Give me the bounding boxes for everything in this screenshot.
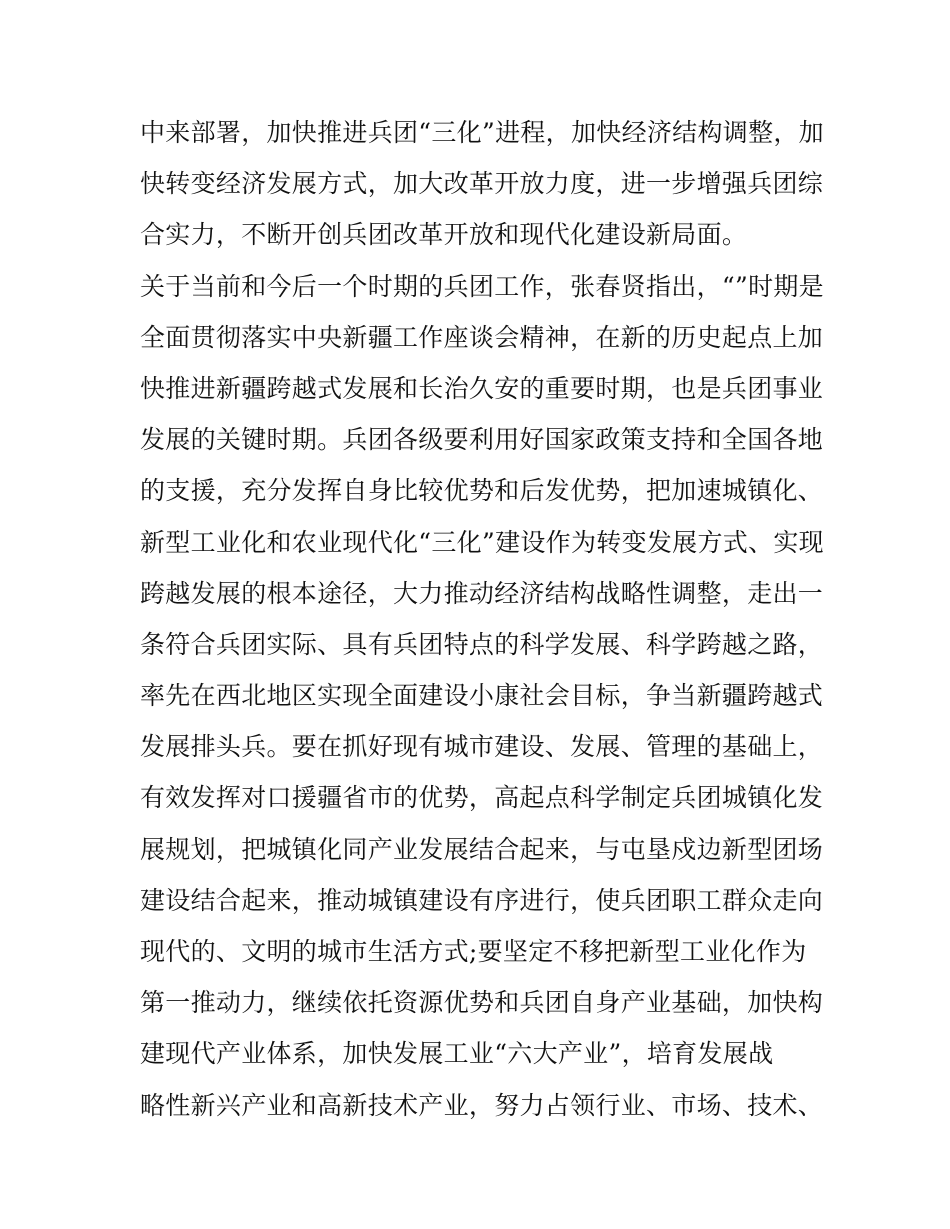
text-line-7: 发展的关键时期。兵团各级要利用好国家政策支持和全国各地 [140,425,824,455]
text-line-14: 有效发挥对口援疆省市的优势，高起点科学制定兵团城镇化发 [140,783,824,813]
text-line-12: 率先在西北地区实现全面建设小康社会目标，争当新疆跨越式 [140,681,824,711]
text-line-15: 展规划，把城镇化同产业发展结合起来，与屯垦戍边新型团场 [140,834,824,864]
text-line-1: 中来部署，加快推进兵团“三化”进程，加快经济结构调整，加 [140,118,824,147]
text-line-13: 发展排头兵。要在抓好现有城市建设、发展、管理的基础上， [140,732,824,762]
text-line-5: 全面贯彻落实中央新疆工作座谈会精神，在新的历史起点上加 [140,322,824,352]
text-line-2: 快转变经济发展方式，加大改革开放力度，进一步增强兵团综 [140,169,824,199]
text-line-9: 新型工业化和农业现代化“三化”建设作为转变发展方式、实现 [140,527,824,557]
text-line-3: 合实力，不断开创兵团改革开放和现代化建设新局面。 [140,220,748,250]
body-text [140,107,824,1131]
text-line-8: 的支援，充分发挥自身比较优势和后发优势，把加速城镇化、 [140,476,824,506]
text-line-6: 快推进新疆跨越式发展和长治久安的重要时期，也是兵团事业 [140,373,824,403]
text-line-11: 条符合兵团实际、具有兵团特点的科学发展、科学跨越之路， [140,629,824,659]
text-line-19: 建现代产业体系，加快发展工业“六大产业”，培育发展战 [140,1039,774,1069]
text-line-17: 现代的、文明的城市生活方式;要坚定不移把新型工业化作为 [140,937,807,966]
text-line-20: 略性新兴产业和高新技术产业，努力占领行业、市场、技术、 [140,1090,824,1120]
text-line-16: 建设结合起来，推动城镇建设有序进行，使兵团职工群众走向 [140,885,824,915]
text-line-10: 跨越发展的根本途径，大力推动经济结构战略性调整，走出一 [140,578,824,608]
text-line-18: 第一推动力，继续依托资源优势和兵团自身产业基础，加快构 [140,988,824,1018]
text-line-4: 关于当前和今后一个时期的兵团工作，张春贤指出，“”时期是 [140,271,824,301]
